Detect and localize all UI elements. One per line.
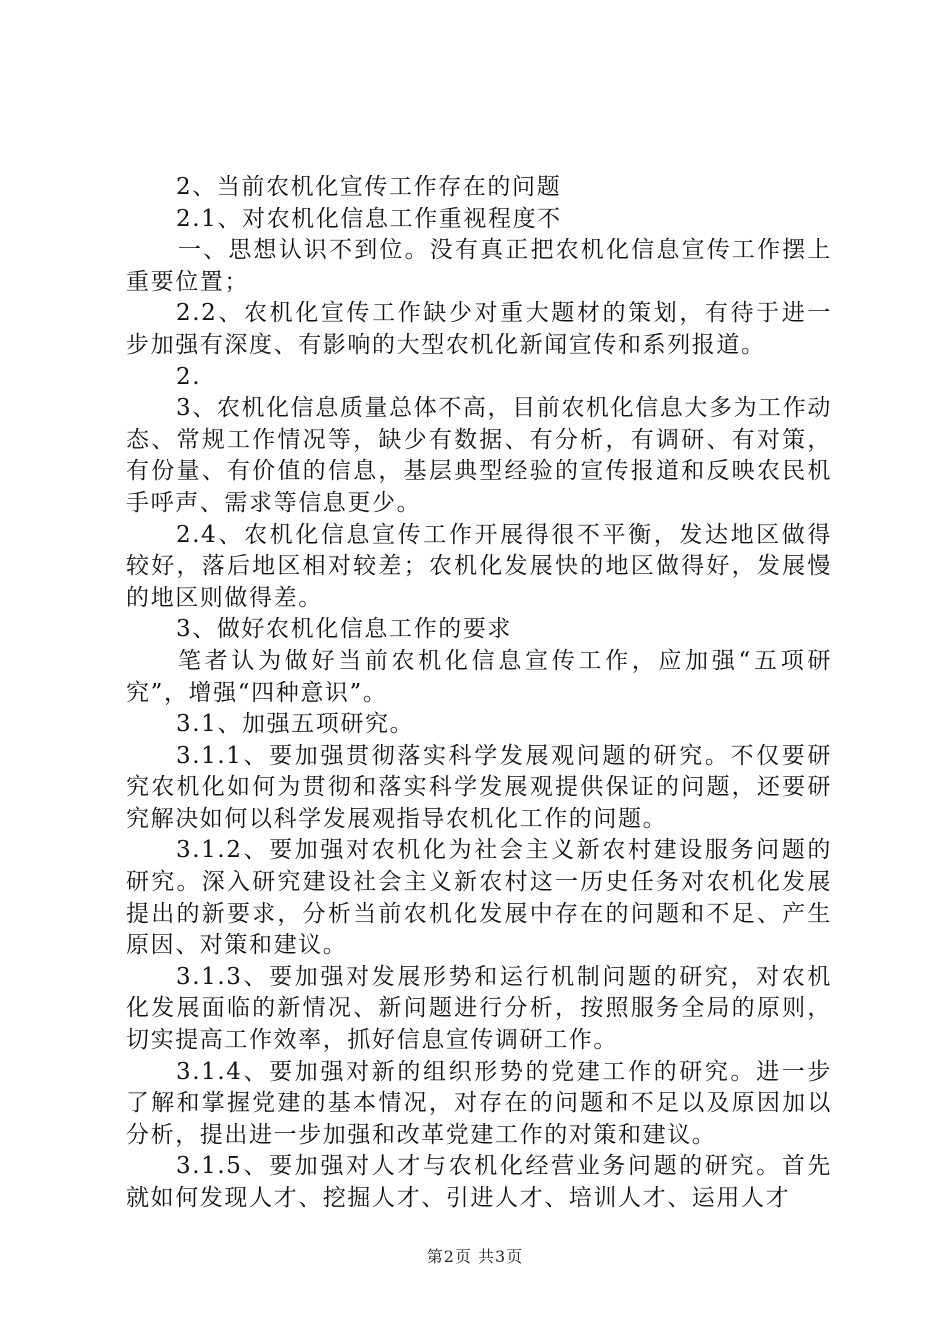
paragraph-3-1-2: 3.1.2、要加强对农机化为社会主义新农村建设服务问题的研究。深入研究建设社会主义新农村这一历史任务对农机化发展提出的新要求，分析当前农机化发展中存在的问题和不足、产生原因、对策和建议。 — [126, 837, 832, 959]
paragraph-3-1-1: 3.1.1、要加强贯彻落实科学发展观问题的研究。不仅要研究农机化如何为贯彻和落实科学发展观提供保证的问题，还要研究解决如何以科学发展观指导农机化工作的问题。 — [126, 742, 832, 832]
paragraph-2-2: 2.2、农机化宣传工作缺少对重大题材的策划，有待于进一步加强有深度、有影响的大型农机化新闻宣传和系列报道。 — [126, 300, 832, 358]
subsection-heading-2-1: 2.1、对农机化信息工作重视程度不 — [176, 205, 562, 232]
document-body — [126, 172, 832, 1215]
paragraph-thinking-awareness: 一、思想认识不到位。没有真正把农机化信息宣传工作摆上重要位置； — [126, 237, 832, 295]
section-heading-2: 2、当前农机化宣传工作存在的问题 — [176, 174, 562, 200]
paragraph-3-1-3: 3.1.3、要加强对发展形势和运行机制问题的研究，对农机化发展面临的新情况、新问题进行分析，按照服务全局的原则，切实提高工作效率，抓好信息宣传调研工作。 — [126, 963, 832, 1054]
page-footer: 第2页 共3页 — [426, 1247, 524, 1266]
paragraph-3-1-4: 3.1.4、要加强对新的组织形势的党建工作的研究。进一步了解和掌握党建的基本情况，对存在的问题和不足以及原因加以分析，提出进一步加强和改革党建工作的对策和建议。 — [126, 1058, 832, 1148]
section-heading-3: 3、做好农机化信息工作的要求 — [176, 616, 513, 643]
paragraph-author-view: 笔者认为做好当前农机化信息宣传工作，应加强“五项研究”，增强“四种意识”。 — [126, 647, 832, 706]
paragraph-2-fragment: 2. — [176, 363, 202, 390]
paragraph-3-quality: 3、农机化信息质量总体不高，目前农机化信息大多为工作动态、常规工作情况等，缺少有数据、有分析，有调研、有对策，有份量、有价值的信息，基层典型经验的宣传报道和反映农民机手呼声、需求等信息更少。 — [126, 395, 832, 516]
paragraph-2-4: 2.4、农机化信息宣传工作开展得很不平衡，发达地区做得较好，落后地区相对较差；农机化发展快的地区做得好，发展慢的地区则做得差。 — [126, 521, 832, 611]
subsection-heading-3-1: 3.1、加强五项研究。 — [176, 711, 415, 738]
paragraph-3-1-5: 3.1.5、要加强对人才与农机化经营业务问题的研究。首先就如何发现人才、挖掘人才、引进人才、培训人才、运用人才 — [126, 1153, 832, 1211]
